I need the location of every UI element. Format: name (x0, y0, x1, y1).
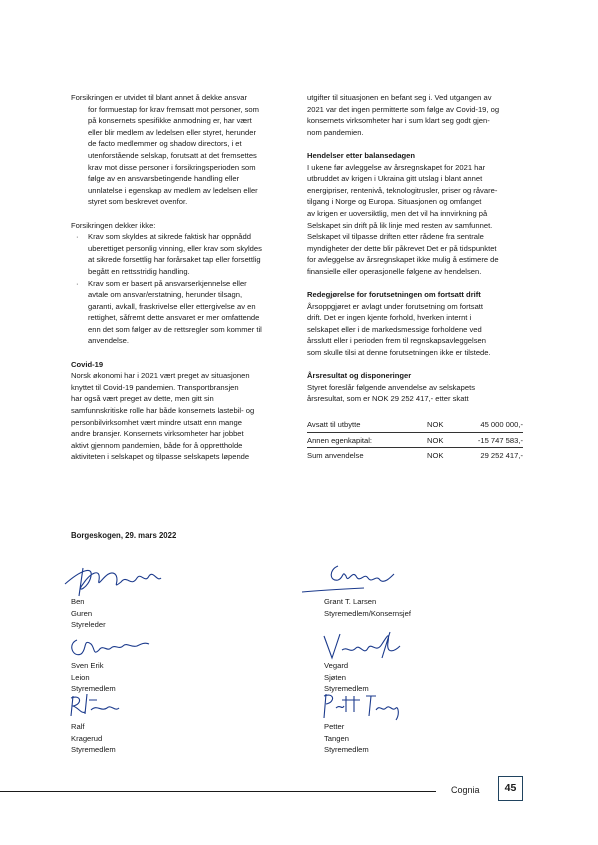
text-line: aktivt gjennom pandemien, både for å opprettholde (71, 440, 243, 450)
text-line: årsslutt eller i perioden frem til regnskapsavleggelsen (307, 336, 486, 346)
signatory-role: Styreleder (71, 620, 106, 630)
text-line: for formuestap for krav fremsatt mot personer, som (88, 104, 259, 114)
text-line: personbilvirksomhet vært mindre utsatt enn mange (71, 417, 242, 427)
signatory-role: Styremedlem (71, 684, 116, 694)
text-line: enn det som følger av de rettsregler som kommer til (88, 324, 262, 334)
allocation-amount: 45 000 000,- (467, 417, 523, 432)
signatory-name: Vegard Sjøten (324, 661, 349, 682)
text-line: utgifter til situasjonen en befant seg i. Ved utgangen av (307, 93, 492, 102)
signatory-name: Grant T. Larsen (324, 597, 377, 606)
text-line: for avleggelse av årsregnskapet ikke mulig å estimere de (307, 255, 499, 265)
table-row (307, 432, 523, 448)
allocation-label: Sum anvendelse (307, 451, 364, 461)
text-line: · Krav som skyldes at sikrede faktisk har oppnådd (88, 232, 251, 242)
text-line: finansielle eller operasjonelle følgene av hendelsen. (307, 266, 482, 276)
text-line: Selskapet vil tilpasse driften etter rådene fra sentrale (307, 232, 484, 242)
signatory-role: Styremedlem (324, 745, 369, 755)
text-line: Styret foreslår følgende anvendelse av selskapets (307, 382, 475, 392)
text-line: · Krav som er basert på ansvarserkjennelse eller (88, 278, 247, 288)
text-line: avtale om ansvar/erstatning, herunder tilsagn, (88, 290, 243, 300)
covid-continued-paragraph (307, 92, 526, 138)
text-line: Selskapet sin drift på lik linje med resten av samfunnet. (307, 220, 493, 230)
events-paragraph (307, 162, 526, 278)
list-item (71, 278, 290, 348)
text-line: I ukene før avleggelse av årsregnskapet for 2021 har (307, 162, 486, 172)
text-line: 2021 var det ingen permitterte som følge av Covid-19, og (307, 104, 500, 114)
text-line: knyttet til Covid-19 pandemien. Transportbransjen (71, 382, 239, 392)
insurance-intro-paragraph (71, 92, 290, 208)
coverage-heading: Forsikringen dekker ikke: (71, 220, 156, 230)
text-line: har også vært preget av dette, men gitt sin (71, 394, 214, 404)
covid-paragraph (71, 370, 290, 463)
coverage-list (71, 231, 290, 347)
signatory-name: Petter Tangen (324, 722, 349, 743)
right-column (307, 92, 526, 463)
signatory-role: Styremedlem/Konsernsjef (324, 608, 411, 618)
going-concern-paragraph (307, 301, 526, 359)
text-line: begått en rettsstridig handling. (88, 266, 190, 276)
signatory-name: Sven Erik Leion (71, 661, 104, 682)
place-date: Borgeskogen, 29. mars 2022 (71, 531, 177, 540)
allocation-table (307, 417, 523, 463)
text-line: av krigen er uoversiktlig, men det vil ha innvirkning på (307, 208, 488, 218)
allocation-currency: NOK (427, 451, 444, 461)
left-column (71, 92, 290, 463)
text-line: selskapet eller i de markedsmessige forholdene ved (307, 324, 482, 334)
page-number: 45 (498, 776, 523, 801)
allocation-label: Avsatt til utbytte (307, 417, 427, 432)
text-line: utenforstående selskap, forutsatt at det fremsettes (88, 150, 257, 160)
text-line: de facto medlemmer og shadow directors, i et (88, 139, 242, 149)
list-item (71, 231, 290, 277)
text-line: utbruddet av krigen i Ukraina gitt utslag i blant annet (307, 174, 483, 184)
text-line: at sikrede forsettlig har forårsaket tap eller forsettlig (88, 255, 261, 265)
text-line: energipriser, rentenivå, teknologitrusler, priser og råvare- (307, 185, 498, 195)
table-row (307, 448, 523, 463)
allocation-amount: 29 252 417,- (480, 451, 523, 461)
text-line: årsresultat, som er NOK 29 252 417,- etter skatt (307, 394, 469, 404)
signatory-name: Ben Guren (71, 597, 93, 618)
signatory-name: Ralf Kragerud (71, 722, 103, 743)
result-heading: Årsresultat og disponeringer (307, 371, 412, 381)
text-line: samfunnskritiske rolle har både konsernets lastebil- og (71, 406, 255, 416)
covid-heading: Covid-19 (71, 359, 104, 369)
text-line: eller blir medlem av ledelsen eller styret, herunder (88, 127, 256, 137)
text-line: følge av en ansvarsbetingende handling eller (88, 174, 240, 184)
text-line: tilgang i Norge og Europa. Situasjonen og omfanget (307, 197, 482, 207)
result-paragraph (307, 382, 526, 405)
text-line: rettighet, såfremt dette ansvaret er mer omfattende (88, 313, 260, 323)
text-line: nom pandemien. (307, 127, 364, 137)
text-line: styret som beskrevet ovenfor. (88, 197, 188, 207)
allocation-currency: NOK (427, 417, 467, 432)
allocation-amount: -15 747 583,- (467, 432, 523, 448)
signatory-role: Styremedlem (324, 684, 369, 694)
text-line: anvendelse. (88, 336, 129, 346)
allocation-currency: NOK (427, 432, 467, 448)
text-line: som skulle tilsi at denne forutsetningen ikke er tilstede. (307, 348, 491, 358)
text-line: unnlatelse i egenskap av medlem av ledelsen eller (88, 185, 258, 195)
text-line: Forsikringen er utvidet til blant annet å dekke ansvar (71, 93, 248, 102)
allocation-label: Annen egenkapital: (307, 432, 427, 448)
text-line: uberettiget personlig vinning, eller krav som skyldes (88, 243, 262, 253)
text-line: aktiviteten i selskapet og tilpasse selskapets løpende (71, 452, 250, 462)
table-row (307, 417, 523, 432)
text-line: drift. Det er ingen kjente forhold, hverken internt i (307, 313, 472, 323)
text-line: garanti, avkall, fraskrivelse eller ettergivelse av en (88, 301, 256, 311)
text-line: på konsernets spesifikke anmodning er, har vært (88, 116, 252, 126)
signatory-role: Styremedlem (71, 745, 116, 755)
text-line: myndigheter der dette blir påkrevet Det er på tidspunktet (307, 243, 497, 253)
events-heading: Hendelser etter balansedagen (307, 150, 416, 160)
text-line: andre bransjer. Konsernets virksomheter har jobbet (71, 429, 244, 439)
footer-divider (0, 791, 436, 792)
going-concern-heading: Redegjørelse for forutsetningen om fortsatt drift (307, 290, 481, 300)
footer-brand: Cognia (451, 785, 480, 795)
text-line: konsernets virksomheter har i sum klart seg godt gjen- (307, 116, 490, 126)
text-line: krav mot disse personer i forsikringsperioden som (88, 162, 256, 172)
text-line: Norsk økonomi har i 2021 vært preget av situasjonen (71, 371, 250, 381)
text-line: Årsoppgjøret er avlagt under forutsetning om fortsatt (307, 301, 484, 311)
